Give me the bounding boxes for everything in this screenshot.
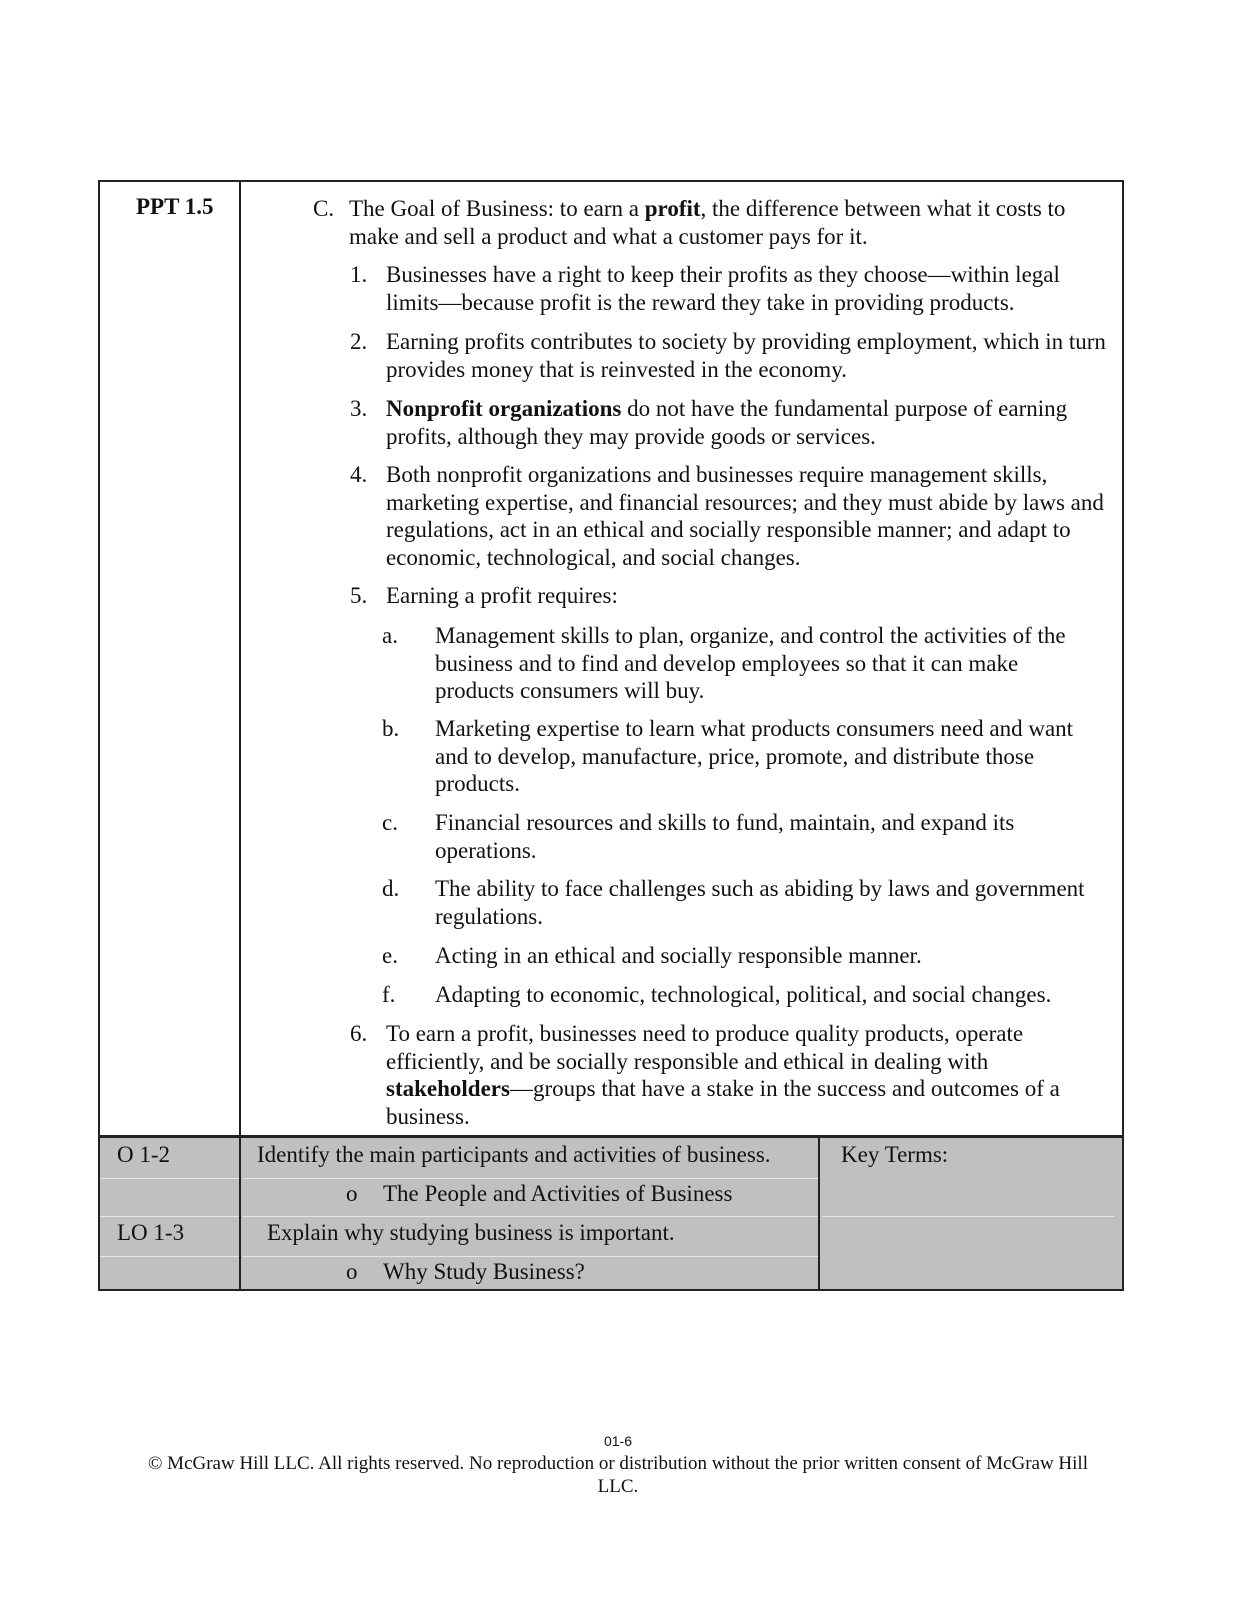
objective-code-2: LO 1-3 (117, 1220, 185, 1245)
key-terms-column (822, 1138, 1122, 1289)
copyright-notice: © McGraw Hill LLC. All rights reserved. No reproduction or distribution without the prior written consent of McGraw Hill LLC. (148, 1453, 1088, 1497)
outline-content-cell: C. The Goal of Business: to earn a profit, the difference between what it costs to make and sell a product and what a customer pays for it. 1. Businesses have a right to keep their profits as they choose—within legal limits—because profit is the reward they take in providing products. 2. Earning profits contributes to society by providing employment, which in turn provides money that is reinvested in the economy. 3. Nonprofit organizations do not have the fundamental purpose of earning profits, although they may provide goods or services. 4. Both nonprofit organizations and businesses require management skills, marketing expertise, and financial resources; and they must abide by laws and regulations, act in an ethical and socially responsible manner; and adapt to economic, technological, and social changes. 5. Earning a profit requires: a. Management skills to plan, organize, and control the activities of the business and to find and develop employees so that it can make products consumers will buy. b. Marketing expertise to learn what products consumers need and want and to develop, manufacture, price, promote, and distribute those products. c. Financial resources and skills to fund, maintain, and expand its operations. d. The ability to face challenges such as abiding by laws and government regulations. e. Acting in an ethical and socially responsible manner. f. Adapting to economic, technological, political, and social changes. 6. To earn a profit, businesses need to produce quality products, operate efficiently, and be socially responsible and ethical in dealing with stakeholders—groups that have a stake in the success and outcomes of a business. (313, 196, 1106, 1129)
objective-text-column (243, 1138, 820, 1289)
term-profit: profit (644, 196, 701, 221)
term-nonprofit-organizations: Nonprofit organizations (386, 396, 622, 421)
learning-objectives-table (98, 1135, 1124, 1291)
term-stakeholders: stakeholders (386, 1076, 510, 1101)
objective-code-1: O 1-2 (117, 1142, 171, 1167)
key-terms-label: Key Terms: (841, 1142, 949, 1167)
objective-code-column (100, 1138, 241, 1289)
objective-topic-1: The People and Activities of Business (383, 1181, 733, 1206)
page-number: 01-6 (603, 1433, 633, 1449)
outline-table (98, 180, 1124, 1137)
objective-text-2: Explain why studying business is important. (267, 1220, 675, 1245)
bullet-icon: o (346, 1259, 358, 1284)
objective-text-1: Identify the main participants and activities of business. (257, 1142, 771, 1167)
objective-topic-2: Why Study Business? (383, 1259, 585, 1284)
slide-reference-cell (100, 182, 241, 1135)
slide-reference-label: PPT 1.5 (136, 194, 214, 219)
bullet-icon: o (346, 1181, 358, 1206)
